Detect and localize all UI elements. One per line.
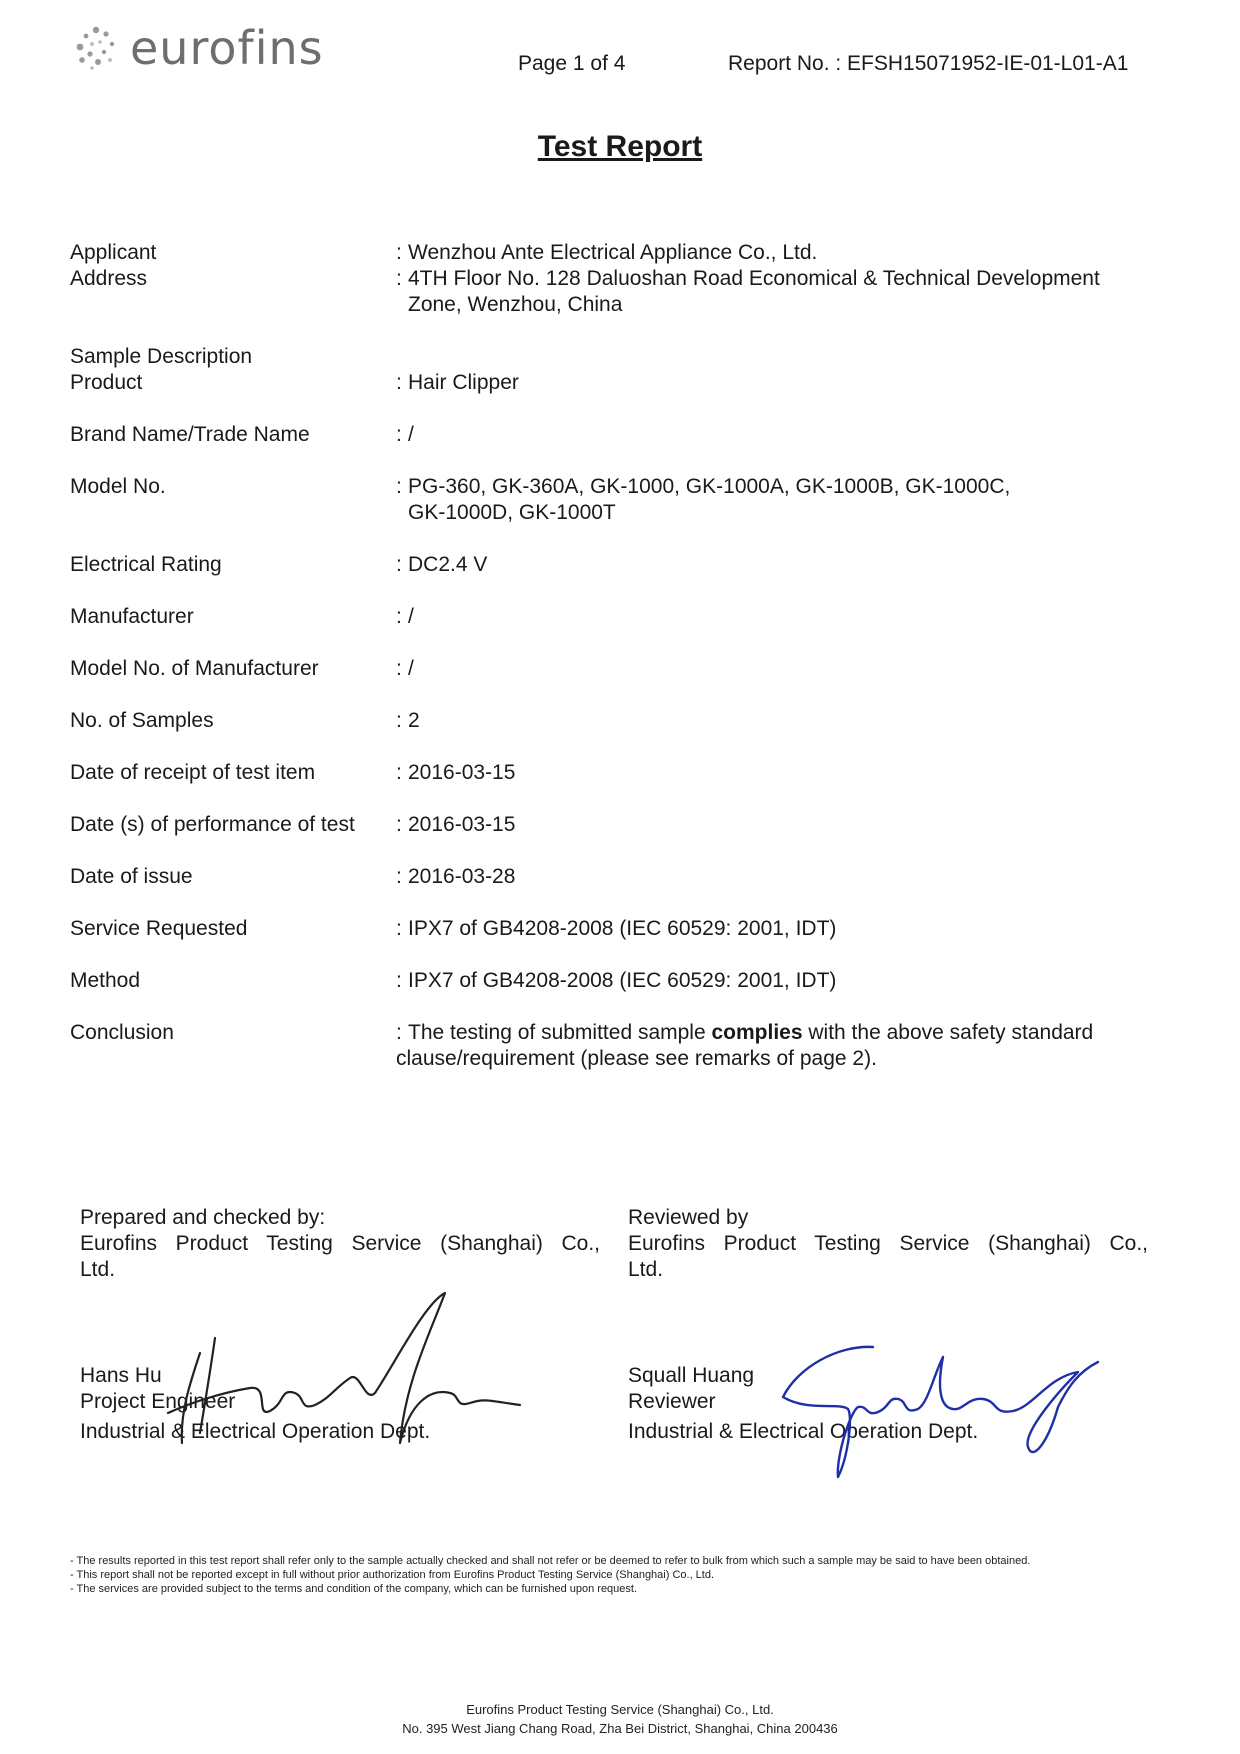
prepared-heading: Prepared and checked by: [80,1206,326,1229]
conclusion-verdict: complies [711,1021,803,1044]
field-value: : Wenzhou Ante Electrical Appliance Co., Ltd. [396,241,818,264]
field-value: : The testing of submitted sample complies with the above safety standard clause/requirement (please see remarks of page 2). [396,1021,1094,1070]
page-header [70,18,1170,88]
field-value: : 2016-03-15 [396,761,516,784]
field-value: : 4TH Floor No. 128 Daluoshan Road Economical & Technical Development Zone, Wenzhou, China [396,267,1100,316]
logo-wordmark: eurofins [130,21,324,75]
field-value: : / [396,657,414,680]
eurofins-logo [70,18,324,78]
signature-squall-huang [778,1337,1098,1477]
reviewed-dept: Industrial & Electrical Operation Dept. [628,1420,979,1443]
page-number: Page 1 of 4 [518,52,626,75]
field-label: Date of issue [70,865,193,888]
field-label: Service Requested [70,917,248,940]
field-label: Model No. [70,475,166,498]
prepared-company: Eurofins Product Testing Service (Shanghai) Co., [80,1232,600,1255]
field-value: : 2016-03-15 [396,813,516,836]
reviewed-company: Eurofins Product Testing Service (Shanghai) Co., [628,1232,1148,1255]
field-label: Sample Description [70,345,253,368]
reviewed-name: Squall Huang [628,1364,755,1387]
document-title [0,130,1240,164]
prepared-title: Project Engineer [80,1390,236,1413]
reviewed-company-suffix: Ltd. [628,1258,664,1281]
prepared-dept: Industrial & Electrical Operation Dept. [80,1420,431,1443]
field-label: Electrical Rating [70,553,222,576]
prepared-by-block [80,1205,600,1445]
field-label: Model No. of Manufacturer [70,657,319,680]
disclaimer-item: - This report shall not be reported except in full without prior authorization from Eurofins Product Testing Service (Shanghai) Co., Ltd. [70,1569,715,1581]
field-value: : 2 [396,709,420,732]
field-value: : 2016-03-28 [396,865,516,888]
field-value: : IPX7 of GB4208-2008 (IEC 60529: 2001, IDT) [396,917,837,940]
eurofins-dots-logo-icon [70,22,122,74]
disclaimer-item: - The services are provided subject to the terms and condition of the company, which can be furnished upon request. [70,1583,638,1595]
field-value: : PG-360, GK-360A, GK-1000, GK-1000A, GK-1000B, GK-1000C, GK-1000D, GK-1000T [396,475,1011,524]
field-label: Date (s) of performance of test [70,813,355,836]
page-footer [0,1700,1240,1738]
field-label: Applicant [70,241,157,264]
field-label: Manufacturer [70,605,194,628]
document-title-text: Test Report [537,130,703,163]
footer-company: Eurofins Product Testing Service (Shanghai) Co., Ltd. [466,1702,774,1717]
reviewed-by-block [628,1205,1148,1445]
field-value: : IPX7 of GB4208-2008 (IEC 60529: 2001, IDT) [396,969,837,992]
prepared-name: Hans Hu [80,1364,162,1387]
field-value: : / [396,423,414,446]
field-label: Date of receipt of test item [70,761,316,784]
field-label: Brand Name/Trade Name [70,423,310,446]
field-label: Method [70,969,141,992]
disclaimer-item: - The results reported in this test report shall refer only to the sample actually checked and shall not refer or be deemed to refer to bulk from which such a sample may be said to have been obtained. [70,1555,1031,1567]
report-number: Report No. : EFSH15071952-IE-01-L01-A1 [728,52,1129,75]
field-value: : DC2.4 V [396,553,488,576]
field-label: Address [70,267,148,290]
signature-hans-hu [160,1293,540,1463]
field-label: Product [70,371,143,394]
field-value: : Hair Clipper [396,371,519,394]
reviewed-heading: Reviewed by [628,1206,749,1229]
reviewed-title: Reviewer [628,1390,716,1413]
field-value: : / [396,605,414,628]
disclaimer [70,1554,1140,1596]
field-label: Conclusion [70,1021,174,1044]
field-label: No. of Samples [70,709,214,732]
prepared-company-suffix: Ltd. [80,1258,116,1281]
footer-address: No. 395 West Jiang Chang Road, Zha Bei District, Shanghai, China 200436 [402,1721,838,1736]
